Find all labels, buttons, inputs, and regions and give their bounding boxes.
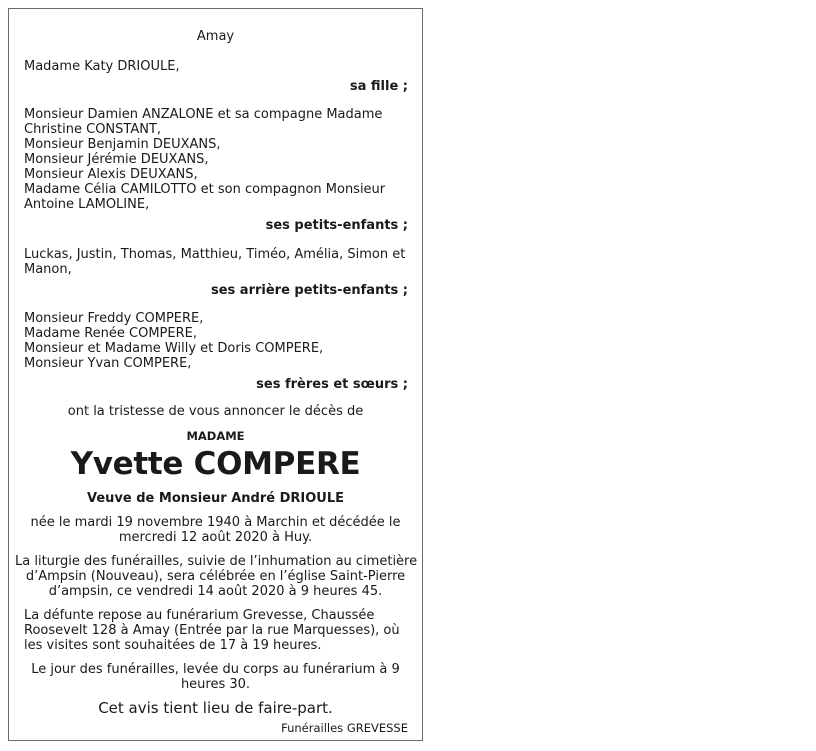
text-line: née le mardi 19 novembre 1940 à Marchin et décédée le — [30, 515, 401, 530]
name-line: Antoine LAMOLINE, — [24, 197, 150, 212]
name-line: Monsieur Damien ANZALONE et sa compagne Madame — [24, 107, 383, 122]
name-line: Monsieur Benjamin DEUXANS, — [24, 137, 221, 152]
text-line: La liturgie des funérailles, suivie de l’inhumation au cimetière — [15, 554, 418, 569]
text-line: heures 30. — [180, 677, 251, 692]
text-line: d’ampsin, ce vendredi 14 août 2020 à 9 heures 45. — [48, 584, 383, 599]
great-grandchildren-names — [24, 247, 410, 277]
repose-paragraph — [24, 608, 410, 653]
closing-line: Cet avis tient lieu de faire-part. — [98, 699, 333, 717]
name-line: Monsieur Freddy COMPERE, — [24, 311, 204, 326]
announcement-text: ont la tristesse de vous annoncer le décès de — [67, 404, 364, 419]
daughter-names — [24, 59, 410, 74]
name-line: Monsieur et Madame Willy et Doris COMPERE, — [24, 341, 324, 356]
deceased-name: Yvette COMPERE — [70, 446, 361, 482]
name-line: Monsieur Jérémie DEUXANS, — [24, 152, 209, 167]
name-line: Luckas, Justin, Thomas, Matthieu, Timéo, Amélia, Simon et — [24, 247, 406, 262]
name-line: Manon, — [24, 262, 72, 277]
relation-grandchildren: ses petits-enfants ; — [265, 218, 408, 233]
text-line: Roosevelt 128 à Amay (Entrée par la rue Marquesses), où — [24, 623, 400, 638]
name-line: Madame Célia CAMILOTTO et son compagnon Monsieur — [24, 182, 386, 197]
name-line: Monsieur Yvan COMPERE, — [24, 356, 192, 371]
relation-siblings: ses frères et sœurs ; — [256, 377, 408, 392]
grandchildren-names — [24, 107, 410, 212]
name-line: Monsieur Alexis DEUXANS, — [24, 167, 198, 182]
relation-daughter: sa fille ; — [349, 79, 408, 94]
name-line: Madame Katy DRIOULE, — [24, 59, 180, 74]
siblings-names — [24, 311, 410, 371]
name-line: Christine CONSTANT, — [24, 122, 162, 137]
funeral-home: Funérailles GREVESSE — [281, 721, 408, 735]
relation-great-grandchildren: ses arrière petits-enfants ; — [210, 283, 408, 298]
levee-paragraph — [15, 662, 416, 692]
birth-death-paragraph — [15, 515, 416, 545]
text-line: La défunte repose au funérarium Grevesse, Chaussée — [24, 608, 375, 623]
liturgy-paragraph — [15, 554, 416, 599]
text-line: d’Ampsin (Nouveau), sera célébrée en l’église Saint-Pierre — [25, 569, 406, 584]
name-line: Madame Renée COMPERE, — [24, 326, 197, 341]
text-line: mercredi 12 août 2020 à Huy. — [118, 530, 313, 545]
honorific-title: MADAME — [186, 429, 245, 443]
location: Amay — [196, 29, 235, 44]
text-line: Le jour des funérailles, levée du corps au funérarium à 9 — [31, 662, 400, 677]
text-line: les visites sont souhaitées de 17 à 19 heures. — [24, 638, 322, 653]
widow-of: Veuve de Monsieur André DRIOULE — [87, 491, 344, 506]
obituary-notice — [8, 8, 423, 741]
